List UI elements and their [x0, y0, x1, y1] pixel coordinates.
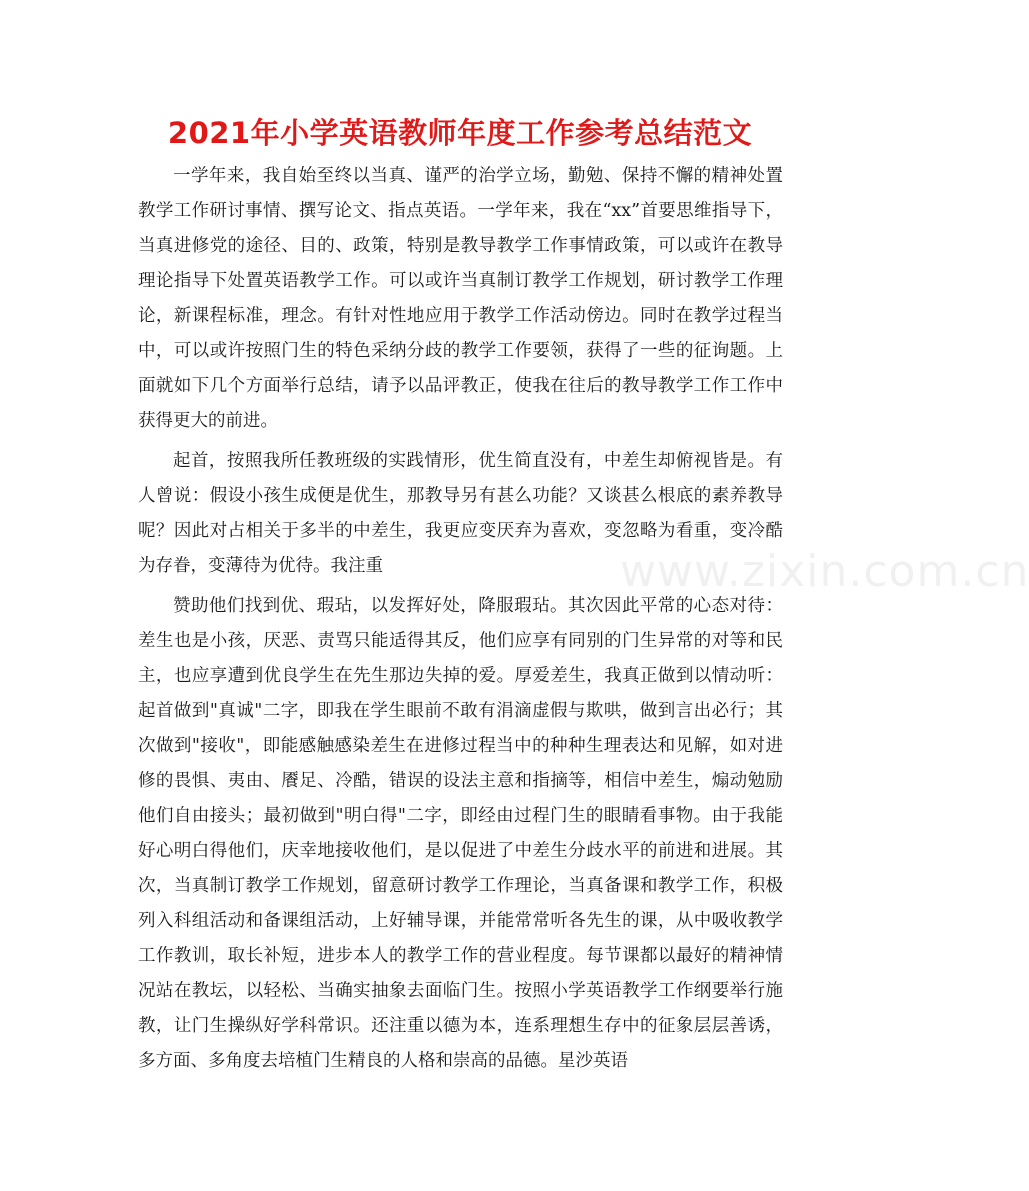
paragraph-3: 赞助他们找到优、瑕玷，以发挥好处，降服瑕玷。其次因此平常的心态对待：差生也是小孩，厌恶、责骂只能适得其反，他们应享有同别的门生异常的对等和民主，也应享遭到优良学生在先生那边失掉的爱。厚爱差生，我真正做到以情动听：起首做到"真诚"二字，即我在学生眼前不敢有涓滴虚假与欺哄，做到言出必行；其次做到"接收"，即能感触感染差生在进修过程当中的种种生理表达和见解，如对进修的畏惧、夷由、餍足、冷酷，错误的设法主意和指摘等，相信中差生，煽动勉励他们自由接头；最初做到"明白得"二字，即经由过程门生的眼睛看事物。由于我能好心明白得他们，庆幸地接收他们，是以促进了中差生分歧水平的前进和进展。其次，当真制订教学工作规划，留意研讨教学工作理论，当真备课和教学工作，积极列入科组活动和备课组活动，上好辅导课，并能常常听各先生的课，从中吸收教学工作教训，取长补短，进步本人的教学工作的营业程度。每节课都以最好的精神情况站在教坛，以轻松、当确实抽象去面临门生。按照小学英语教学工作纲要举行施教，让门生操纵好学科常识。还注重以德为本，连系理想生存中的征象层层善诱，多方面、多角度去培植门生精良的人格和崇高的品德。星沙英语	[138, 596, 783, 1071]
document-body	[138, 159, 783, 1079]
paragraph-2: 起首，按照我所任教班级的实践情形，优生简直没有，中差生却俯视皆是。有人曾说：假设小孩生成便是优生，那教导另有甚么功能？又谈甚么根底的素养教导呢？因此对占相关于多半的中差生，我更应变厌弃为喜欢，变忽略为看重，变冷酷为存眷，变薄待为优待。我注重	[138, 451, 783, 576]
document-title: 2021年小学英语教师年度工作参考总结范文	[167, 116, 753, 150]
paragraph-1: 一学年来，我自始至终以当真、谨严的治学立场，勤勉、保持不懈的精神处置教学工作研讨事情、撰写论文、指点英语。一学年来，我在“xx”首要思维指导下，当真进修党的途径、目的、政策，特别是教导教学工作事情政策，可以或许在教导理论指导下处置英语教学工作。可以或许当真制订教学工作规划，研讨教学工作理论，新课程标准，理念。有针对性地应用于教学工作活动傍边。同时在教学过程当中，可以或许按照门生的特色采纳分歧的教学工作要领，获得了一些的征询题。上面就如下几个方面举行总结，请予以品评教正，使我在往后的教导教学工作工作中获得更大的前进。	[138, 166, 783, 431]
watermark: www.zixin.com.cn	[620, 546, 1029, 597]
